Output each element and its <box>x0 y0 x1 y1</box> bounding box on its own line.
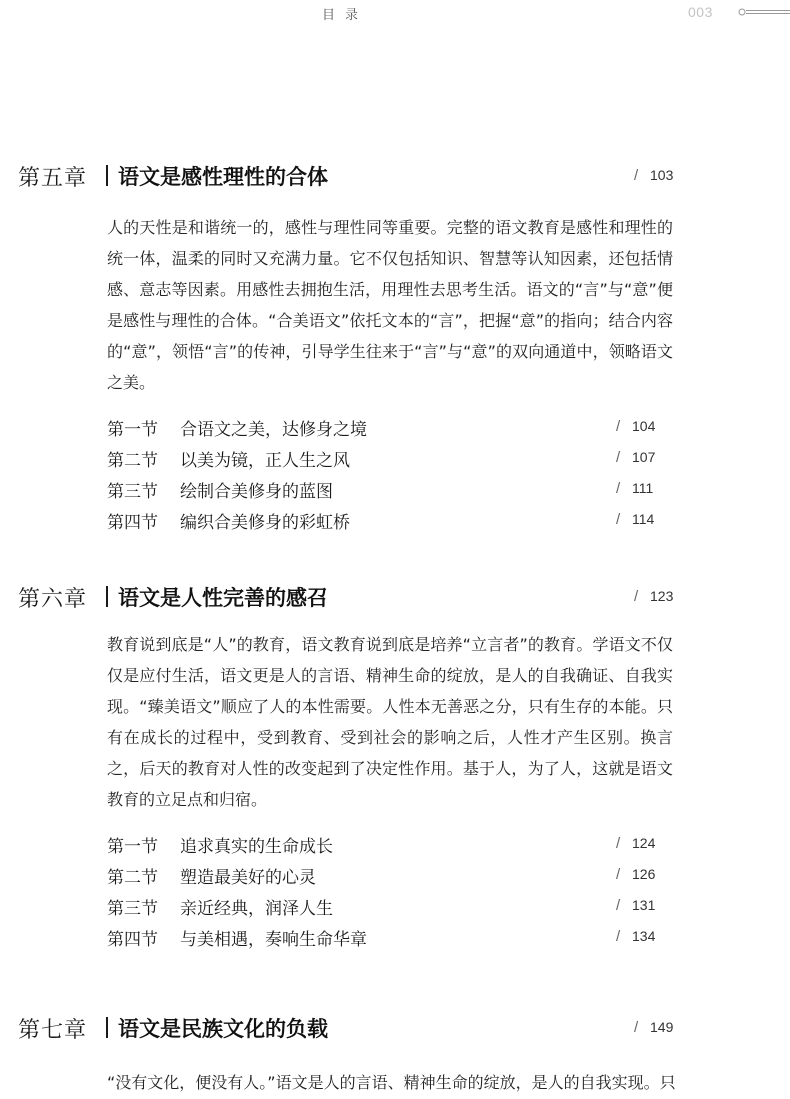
chapter-title: 语文是人性完善的感召 <box>118 586 328 610</box>
toc-section-row[interactable] <box>107 413 673 444</box>
section-title: 以美为镜，正人生之风 <box>180 451 350 471</box>
toc-section-row[interactable] <box>107 444 673 475</box>
section-number: 第一节 <box>107 420 158 440</box>
page-separator: / <box>616 928 621 945</box>
chapter-page: 149 <box>650 1019 674 1035</box>
section-title: 追求真实的生命成长 <box>180 837 333 857</box>
header-rule-ornament <box>738 7 790 17</box>
page-separator: / <box>616 418 621 435</box>
toc-section-row[interactable] <box>107 923 673 954</box>
chapter-page: 103 <box>650 167 674 183</box>
section-page: 131 <box>632 897 656 913</box>
page-separator: / <box>616 866 621 883</box>
toc-section-row[interactable] <box>107 861 673 892</box>
section-page: 126 <box>632 866 656 882</box>
header-title: 目录 <box>322 8 369 23</box>
section-number: 第二节 <box>107 451 158 471</box>
section-title: 与美相遇，奏响生命华章 <box>180 930 367 950</box>
section-title: 塑造最美好的心灵 <box>180 868 316 888</box>
chapter-title: 语文是感性理性的合体 <box>118 165 328 189</box>
toc-section-row[interactable] <box>107 830 673 861</box>
chapter-heading[interactable] <box>18 161 678 191</box>
chapter-number: 第六章 <box>18 587 88 612</box>
chapter-divider-bar <box>106 1017 108 1038</box>
section-title: 合语文之美，达修身之境 <box>180 420 367 440</box>
section-number: 第四节 <box>107 930 158 950</box>
chapter-summary: 教育说到底是“人”的教育，语文教育说到底是培养“立言者”的教育。学语文不仅仅是应付生活，语文更是人的言语、精神生命的绽放，是人的自我确证、自我实现。“臻美语文”顺应了人的本性需要。人性本无善恶之分，只有生存的本能。只有在成长的过程中，受到教育、受到社会的影响之后，人性才产生区别。换言之，后天的教育对人性的改变起到了决定性作用。基于人，为了人，这就是语文教育的立足点和归宿。 <box>107 635 673 809</box>
page-number: 003 <box>688 4 713 20</box>
section-number: 第三节 <box>107 482 158 502</box>
chapter-summary: 人的天性是和谐统一的，感性与理性同等重要。完整的语文教育是感性和理性的统一体，温柔的同时又充满力量。它不仅包括知识、智慧等认知因素，还包括情感、意志等因素。用感性去拥抱生活，用理性去思考生活。语文的“言”与“意”便是感性与理性的合体。“合美语文”依托文本的“言”，把握“意”的指向；结合内容的“意”，领悟“言”的传神，引导学生往来于“言”与“意”的双向通道中，领略语文之美。 <box>107 218 673 392</box>
section-number: 第二节 <box>107 868 158 888</box>
page-separator: / <box>616 897 621 914</box>
page-separator: / <box>634 588 639 605</box>
page-separator: / <box>634 1019 639 1036</box>
page-separator: / <box>616 449 621 466</box>
page-separator: / <box>634 167 639 184</box>
section-page: 107 <box>632 449 656 465</box>
chapter-divider-bar <box>106 586 108 607</box>
section-number: 第一节 <box>107 837 158 857</box>
chapter-number: 第七章 <box>18 1018 88 1043</box>
section-list <box>107 830 673 954</box>
section-number: 第三节 <box>107 899 158 919</box>
section-page: 134 <box>632 928 656 944</box>
section-list <box>107 413 673 537</box>
page-separator: / <box>616 480 621 497</box>
chapter-summary: “没有文化，便没有人。”语文是人的言语、精神生命的绽放，是人的自我实现。只 <box>107 1073 676 1092</box>
toc-section-row[interactable] <box>107 892 673 923</box>
chapter-title: 语文是民族文化的负载 <box>118 1017 328 1041</box>
section-page: 111 <box>632 480 654 496</box>
section-page: 114 <box>632 511 655 527</box>
chapter-page: 123 <box>650 588 674 604</box>
toc-section-row[interactable] <box>107 506 673 537</box>
toc-section-row[interactable] <box>107 475 673 506</box>
chapter-number: 第五章 <box>18 166 88 191</box>
chapter-heading[interactable] <box>18 1013 678 1043</box>
chapter-heading[interactable] <box>18 582 678 612</box>
section-title: 绘制合美修身的蓝图 <box>180 482 333 502</box>
page-separator: / <box>616 835 621 852</box>
section-number: 第四节 <box>107 513 158 533</box>
section-title: 编织合美修身的彩虹桥 <box>180 513 350 533</box>
page-separator: / <box>616 511 621 528</box>
chapter-divider-bar <box>106 165 108 186</box>
section-title: 亲近经典，润泽人生 <box>180 899 333 919</box>
section-page: 124 <box>632 835 656 851</box>
section-page: 104 <box>632 418 656 434</box>
